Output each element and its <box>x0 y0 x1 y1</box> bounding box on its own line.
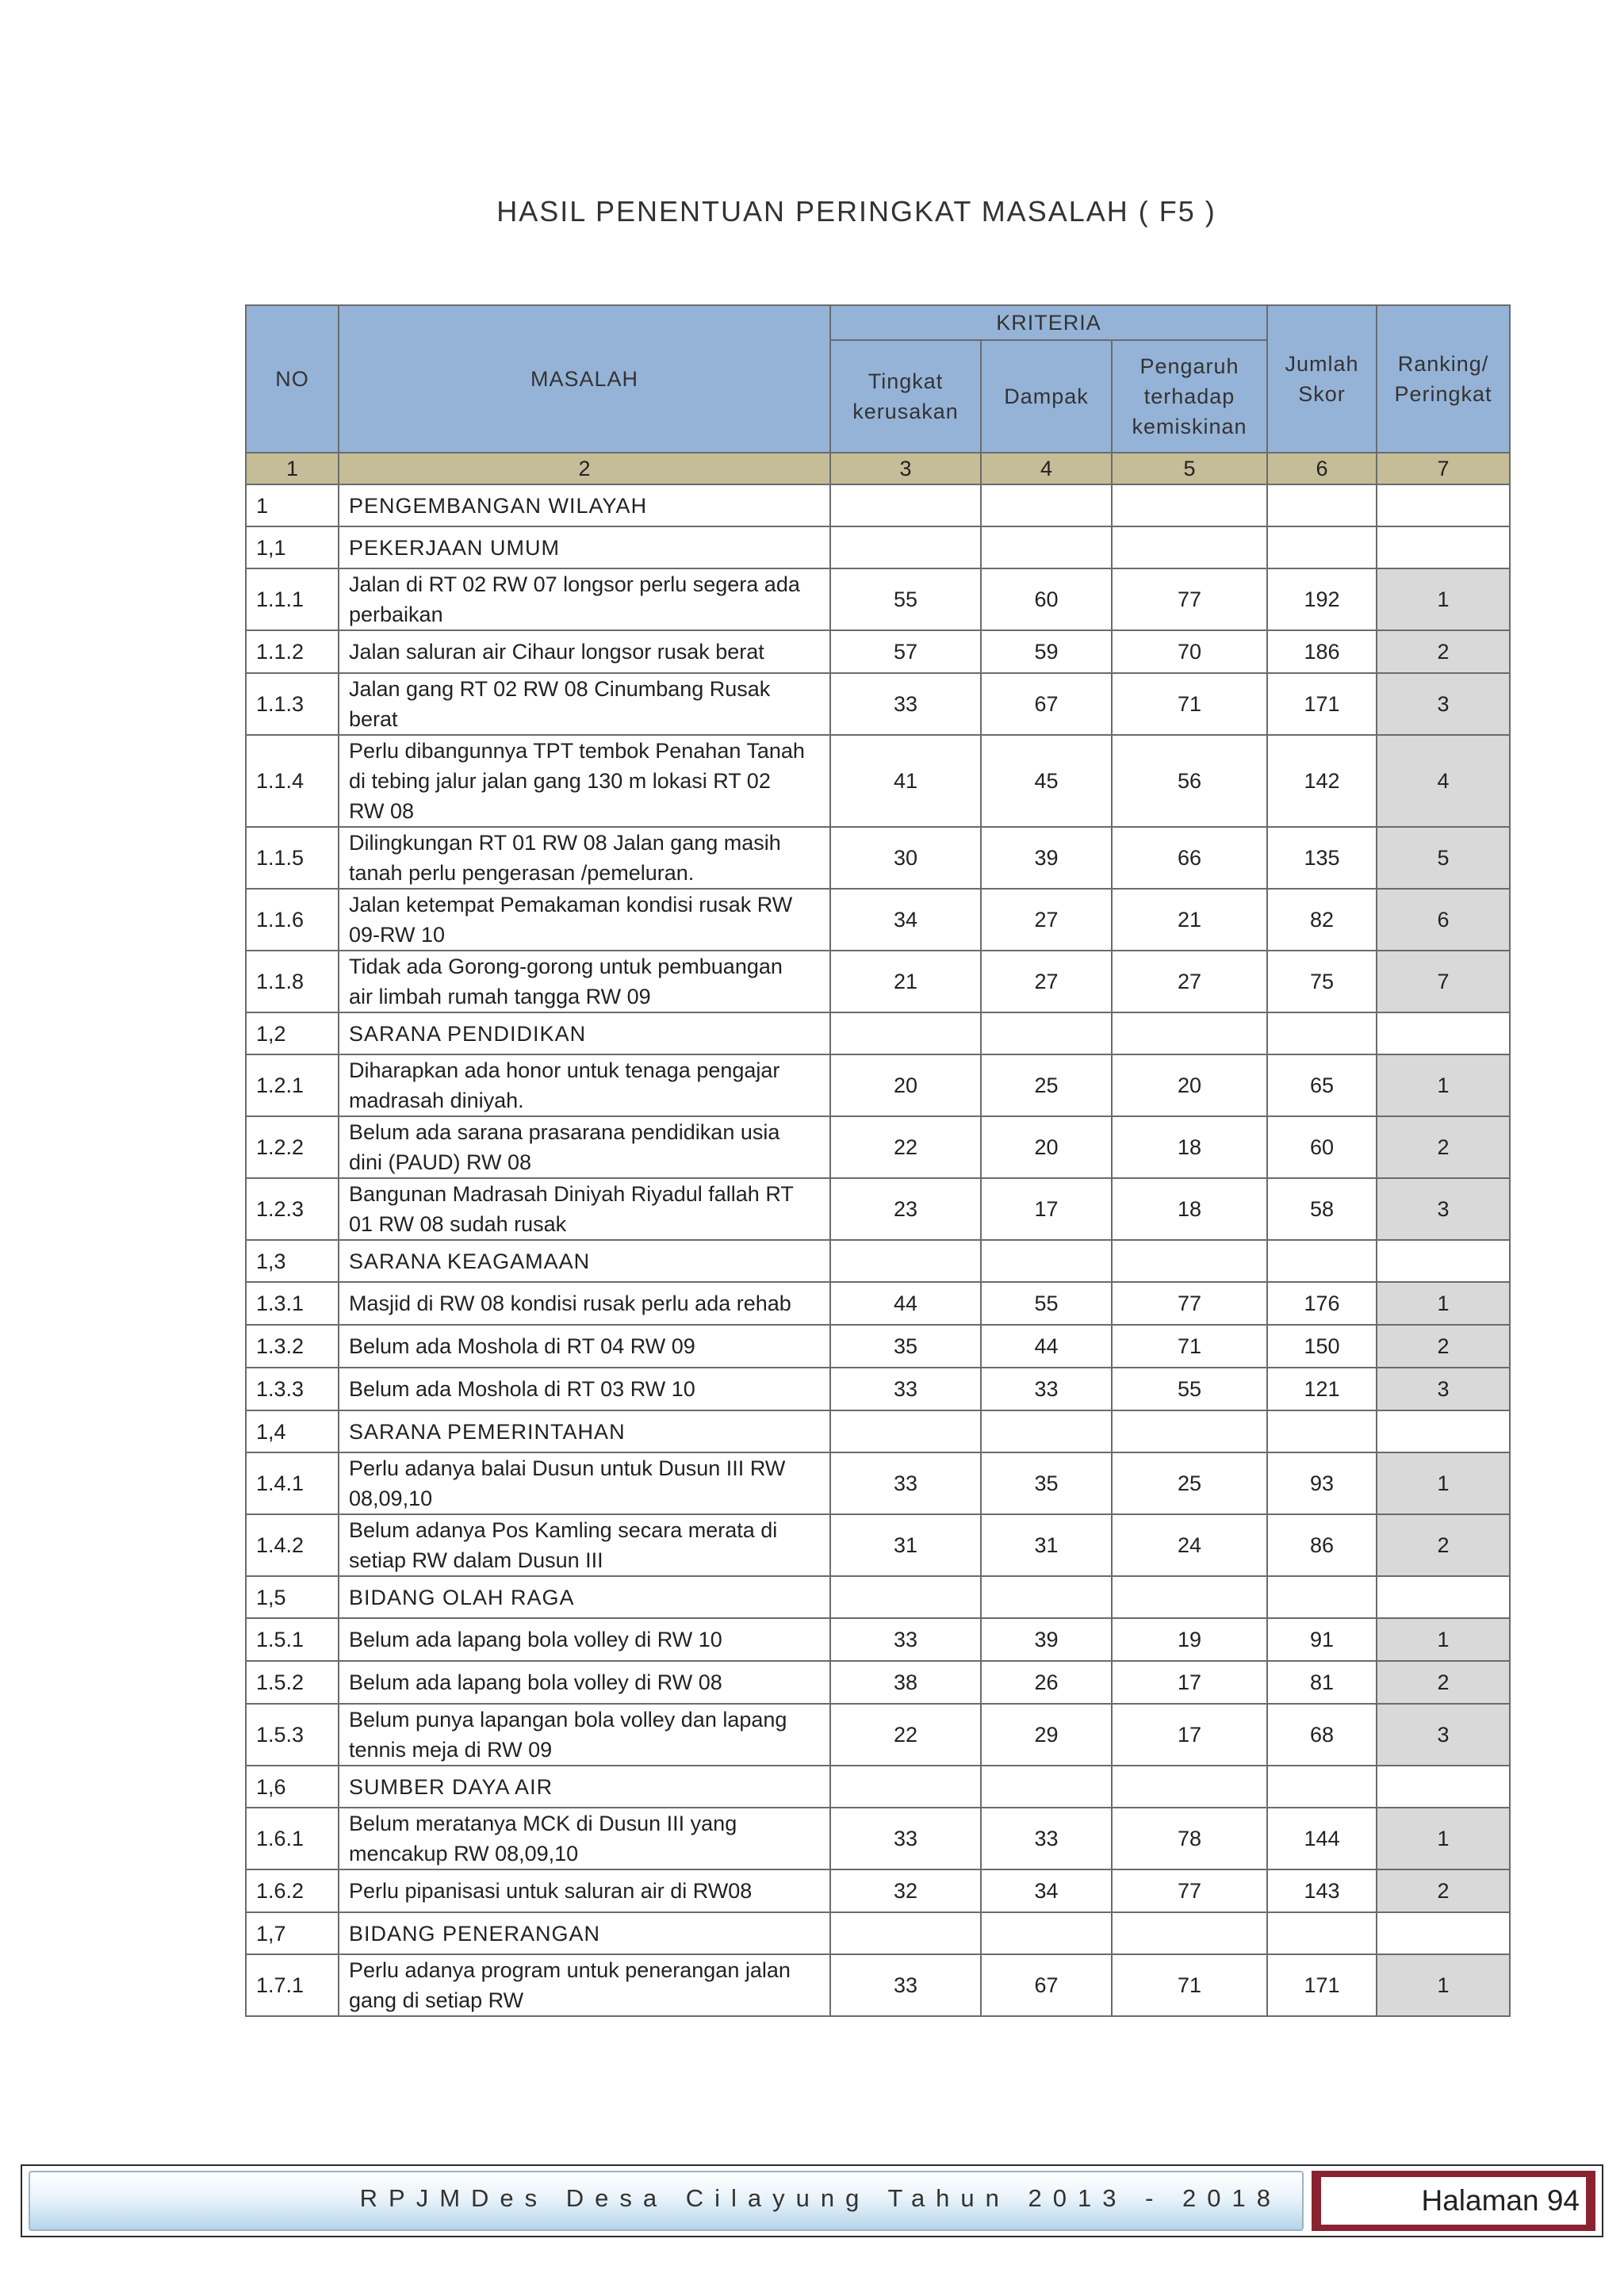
problem-text-line: Bangunan Madrasah Diniyah Riyadul fallah RT <box>349 1182 794 1206</box>
row-number: 1 <box>246 484 339 526</box>
empty-cell <box>830 1766 981 1808</box>
table-body <box>246 484 1510 2016</box>
problem-description <box>339 673 830 735</box>
jumlah-skor-value: 93 <box>1267 1452 1377 1514</box>
table-row <box>246 1954 1510 2016</box>
row-number: 1.5.3 <box>246 1704 339 1766</box>
problem-text-line: 08,09,10 <box>349 1487 433 1510</box>
empty-cell <box>981 1766 1112 1808</box>
row-number: 1,3 <box>246 1240 339 1282</box>
header-ranking-line: Ranking/ <box>1397 352 1489 376</box>
problem-text-line: Belum ada Moshola di RT 03 RW 10 <box>349 1377 695 1401</box>
table-row <box>246 889 1510 951</box>
footer-document-name: RPJMDes Desa Cilayung Tahun 2013 - 2018 <box>359 2184 1281 2212</box>
empty-cell <box>981 1576 1112 1618</box>
row-number: 1.5.2 <box>246 1661 339 1704</box>
dampak-value: 44 <box>981 1325 1112 1368</box>
empty-cell <box>830 1012 981 1054</box>
problem-description <box>339 1704 830 1766</box>
pengaruh-value: 78 <box>1112 1808 1267 1869</box>
ranking-value: 1 <box>1377 1954 1510 2016</box>
pengaruh-value: 66 <box>1112 827 1267 889</box>
row-number: 1.6.2 <box>246 1869 339 1912</box>
problem-text-line: madrasah diniyah. <box>349 1089 524 1112</box>
pengaruh-value: 77 <box>1112 1282 1267 1325</box>
pengaruh-value: 17 <box>1112 1661 1267 1704</box>
jumlah-skor-value: 186 <box>1267 630 1377 673</box>
problem-text-line: Dilingkungan RT 01 RW 08 Jalan gang masih <box>349 831 781 855</box>
pengaruh-value: 17 <box>1112 1704 1267 1766</box>
empty-cell <box>1377 526 1510 568</box>
ranking-value: 2 <box>1377 630 1510 673</box>
problem-text-line: setiap RW dalam Dusun III <box>349 1548 603 1572</box>
section-label: BIDANG OLAH RAGA <box>339 1576 830 1618</box>
jumlah-skor-value: 176 <box>1267 1282 1377 1325</box>
empty-cell <box>1112 1240 1267 1282</box>
row-number: 1,7 <box>246 1912 339 1954</box>
row-number: 1.3.3 <box>246 1368 339 1410</box>
pengaruh-value: 25 <box>1112 1452 1267 1514</box>
row-number: 1.1.5 <box>246 827 339 889</box>
row-number: 1.1.6 <box>246 889 339 951</box>
header-jumlah-skor-line: Jumlah <box>1285 352 1359 376</box>
problem-description <box>339 889 830 951</box>
pengaruh-value: 70 <box>1112 630 1267 673</box>
problem-description <box>339 827 830 889</box>
empty-cell <box>1112 1410 1267 1452</box>
dampak-value: 67 <box>981 1954 1112 2016</box>
tingkat-kerusakan-value: 55 <box>830 568 981 630</box>
section-row <box>246 1012 1510 1054</box>
problem-description <box>339 735 830 827</box>
tingkat-kerusakan-value: 21 <box>830 951 981 1012</box>
empty-cell <box>1267 1912 1377 1954</box>
problem-description <box>339 1368 830 1410</box>
ranking-value: 3 <box>1377 1368 1510 1410</box>
empty-cell <box>1112 1766 1267 1808</box>
dampak-value: 25 <box>981 1054 1112 1116</box>
header-pengaruh-line: terhadap <box>1143 385 1235 408</box>
problem-text-line: berat <box>349 707 398 731</box>
empty-cell <box>830 484 981 526</box>
problem-text-line: Belum punya lapangan bola volley dan lapang <box>349 1708 787 1732</box>
empty-cell <box>830 1410 981 1452</box>
empty-cell <box>1112 1012 1267 1054</box>
problem-text-line: Belum ada Moshola di RT 04 RW 09 <box>349 1334 695 1358</box>
column-number: 3 <box>830 453 981 484</box>
empty-cell <box>1267 1012 1377 1054</box>
header-tingkat-kerusakan <box>830 340 981 453</box>
tingkat-kerusakan-value: 33 <box>830 673 981 735</box>
column-number: 7 <box>1377 453 1510 484</box>
dampak-value: 33 <box>981 1368 1112 1410</box>
problem-text-line: RW 08 <box>349 799 415 823</box>
table-row <box>246 1869 1510 1912</box>
tingkat-kerusakan-value: 33 <box>830 1452 981 1514</box>
jumlah-skor-value: 142 <box>1267 735 1377 827</box>
header-pengaruh <box>1112 340 1267 453</box>
problem-text-line: Perlu dibangunnya TPT tembok Penahan Tanah <box>349 739 805 763</box>
table-row <box>246 1618 1510 1661</box>
dampak-value: 55 <box>981 1282 1112 1325</box>
section-label: PENGEMBANGAN WILAYAH <box>339 484 830 526</box>
table-row <box>246 951 1510 1012</box>
ranking-value: 1 <box>1377 1452 1510 1514</box>
empty-cell <box>830 1912 981 1954</box>
jumlah-skor-value: 171 <box>1267 673 1377 735</box>
section-row <box>246 1410 1510 1452</box>
jumlah-skor-value: 171 <box>1267 1954 1377 2016</box>
problem-text-line: Jalan saluran air Cihaur longsor rusak berat <box>349 640 764 664</box>
empty-cell <box>1267 526 1377 568</box>
pengaruh-value: 55 <box>1112 1368 1267 1410</box>
problem-text-line: 01 RW 08 sudah rusak <box>349 1212 567 1236</box>
jumlah-skor-value: 60 <box>1267 1116 1377 1178</box>
dampak-value: 39 <box>981 1618 1112 1661</box>
tingkat-kerusakan-value: 35 <box>830 1325 981 1368</box>
table-row <box>246 1054 1510 1116</box>
column-number-row <box>246 453 1510 484</box>
section-row <box>246 1912 1510 1954</box>
jumlah-skor-value: 192 <box>1267 568 1377 630</box>
tingkat-kerusakan-value: 44 <box>830 1282 981 1325</box>
row-number: 1.2.2 <box>246 1116 339 1178</box>
jumlah-skor-value: 121 <box>1267 1368 1377 1410</box>
tingkat-kerusakan-value: 33 <box>830 1954 981 2016</box>
pengaruh-value: 71 <box>1112 673 1267 735</box>
pengaruh-value: 27 <box>1112 951 1267 1012</box>
table-row <box>246 630 1510 673</box>
empty-cell <box>1377 1012 1510 1054</box>
pengaruh-value: 77 <box>1112 1869 1267 1912</box>
dampak-value: 26 <box>981 1661 1112 1704</box>
dampak-value: 27 <box>981 951 1112 1012</box>
problem-text-line: Belum ada lapang bola volley di RW 08 <box>349 1670 722 1694</box>
tingkat-kerusakan-value: 22 <box>830 1116 981 1178</box>
row-number: 1.2.3 <box>246 1178 339 1240</box>
section-label: SARANA PENDIDIKAN <box>339 1012 830 1054</box>
problem-description <box>339 1178 830 1240</box>
column-number: 1 <box>246 453 339 484</box>
row-number: 1,5 <box>246 1576 339 1618</box>
problem-description <box>339 1618 830 1661</box>
jumlah-skor-value: 143 <box>1267 1869 1377 1912</box>
jumlah-skor-value: 68 <box>1267 1704 1377 1766</box>
table-row <box>246 1704 1510 1766</box>
problem-description <box>339 1869 830 1912</box>
row-number: 1.3.1 <box>246 1282 339 1325</box>
section-label: SARANA PEMERINTAHAN <box>339 1410 830 1452</box>
empty-cell <box>830 1240 981 1282</box>
problem-text-line: dini (PAUD) RW 08 <box>349 1150 532 1174</box>
empty-cell <box>1377 1766 1510 1808</box>
problem-description <box>339 1661 830 1704</box>
problem-description <box>339 1282 830 1325</box>
row-number: 1.1.1 <box>246 568 339 630</box>
problem-text-line: air limbah rumah tangga RW 09 <box>349 985 651 1008</box>
empty-cell <box>1112 1576 1267 1618</box>
empty-cell <box>1377 1576 1510 1618</box>
empty-cell <box>981 1410 1112 1452</box>
problem-description <box>339 1452 830 1514</box>
dampak-value: 33 <box>981 1808 1112 1869</box>
tingkat-kerusakan-value: 30 <box>830 827 981 889</box>
page-number-box <box>1312 2171 1595 2231</box>
problem-text-line: Belum ada sarana prasarana pendidikan usia <box>349 1120 780 1144</box>
ranking-value: 3 <box>1377 673 1510 735</box>
section-label: PEKERJAAN UMUM <box>339 526 830 568</box>
ranking-value: 1 <box>1377 1808 1510 1869</box>
table-row <box>246 1282 1510 1325</box>
problem-description <box>339 1054 830 1116</box>
problem-text-line: Belum ada lapang bola volley di RW 10 <box>349 1628 722 1651</box>
empty-cell <box>1112 1912 1267 1954</box>
problem-text-line: Jalan ketempat Pemakaman kondisi rusak RW <box>349 893 793 916</box>
empty-cell <box>1377 484 1510 526</box>
dampak-value: 67 <box>981 673 1112 735</box>
problem-text-line: Belum meratanya MCK di Dusun III yang <box>349 1812 737 1835</box>
jumlah-skor-value: 75 <box>1267 951 1377 1012</box>
table-row <box>246 1452 1510 1514</box>
problem-text-line: Jalan gang RT 02 RW 08 Cinumbang Rusak <box>349 677 771 701</box>
pengaruh-value: 19 <box>1112 1618 1267 1661</box>
empty-cell <box>1267 1576 1377 1618</box>
jumlah-skor-value: 135 <box>1267 827 1377 889</box>
dampak-value: 39 <box>981 827 1112 889</box>
jumlah-skor-value: 144 <box>1267 1808 1377 1869</box>
row-number: 1.1.3 <box>246 673 339 735</box>
section-row <box>246 484 1510 526</box>
dampak-value: 35 <box>981 1452 1112 1514</box>
row-number: 1.4.2 <box>246 1514 339 1576</box>
problem-text-line: 09-RW 10 <box>349 923 446 947</box>
section-label: SARANA KEAGAMAAN <box>339 1240 830 1282</box>
ranking-value: 6 <box>1377 889 1510 951</box>
problem-text-line: tennis meja di RW 09 <box>349 1738 553 1762</box>
row-number: 1.4.1 <box>246 1452 339 1514</box>
tingkat-kerusakan-value: 33 <box>830 1368 981 1410</box>
section-label: SUMBER DAYA AIR <box>339 1766 830 1808</box>
row-number: 1.3.2 <box>246 1325 339 1368</box>
ranking-value: 4 <box>1377 735 1510 827</box>
column-number: 2 <box>339 453 830 484</box>
empty-cell <box>1267 1240 1377 1282</box>
pengaruh-value: 71 <box>1112 1954 1267 2016</box>
jumlah-skor-value: 65 <box>1267 1054 1377 1116</box>
problem-description <box>339 1325 830 1368</box>
pengaruh-value: 56 <box>1112 735 1267 827</box>
table-row <box>246 1325 1510 1368</box>
table-row <box>246 1116 1510 1178</box>
ranking-value: 1 <box>1377 1618 1510 1661</box>
row-number: 1,1 <box>246 526 339 568</box>
empty-cell <box>981 1912 1112 1954</box>
column-number: 4 <box>981 453 1112 484</box>
problem-description <box>339 630 830 673</box>
jumlah-skor-value: 150 <box>1267 1325 1377 1368</box>
empty-cell <box>981 1012 1112 1054</box>
problem-text-line: di tebing jalur jalan gang 130 m lokasi RT 02 <box>349 769 771 793</box>
problem-text-line: gang di setiap RW <box>349 1988 524 2012</box>
column-number: 6 <box>1267 453 1377 484</box>
table-row <box>246 568 1510 630</box>
pengaruh-value: 77 <box>1112 568 1267 630</box>
tingkat-kerusakan-value: 22 <box>830 1704 981 1766</box>
dampak-value: 60 <box>981 568 1112 630</box>
dampak-value: 27 <box>981 889 1112 951</box>
table-row <box>246 1368 1510 1410</box>
problem-description <box>339 1808 830 1869</box>
dampak-value: 29 <box>981 1704 1112 1766</box>
problem-text-line: tanah perlu pengerasan /pemeluran. <box>349 861 695 885</box>
empty-cell <box>1112 484 1267 526</box>
dampak-value: 31 <box>981 1514 1112 1576</box>
empty-cell <box>1267 1410 1377 1452</box>
row-number: 1.2.1 <box>246 1054 339 1116</box>
header-jumlah-skor-line: Skor <box>1298 382 1346 406</box>
ranking-value: 3 <box>1377 1704 1510 1766</box>
ranking-value: 2 <box>1377 1116 1510 1178</box>
problem-text-line: perbaikan <box>349 603 443 626</box>
row-number: 1,4 <box>246 1410 339 1452</box>
tingkat-kerusakan-value: 57 <box>830 630 981 673</box>
jumlah-skor-value: 82 <box>1267 889 1377 951</box>
row-number: 1.7.1 <box>246 1954 339 2016</box>
dampak-value: 17 <box>981 1178 1112 1240</box>
ranking-value: 3 <box>1377 1178 1510 1240</box>
ranking-value: 5 <box>1377 827 1510 889</box>
jumlah-skor-value: 58 <box>1267 1178 1377 1240</box>
dampak-value: 34 <box>981 1869 1112 1912</box>
ranking-value: 2 <box>1377 1661 1510 1704</box>
header-ranking <box>1377 305 1510 453</box>
problem-description <box>339 1514 830 1576</box>
pengaruh-value: 71 <box>1112 1325 1267 1368</box>
ranking-value: 2 <box>1377 1514 1510 1576</box>
ranking-value: 1 <box>1377 568 1510 630</box>
tingkat-kerusakan-value: 38 <box>830 1661 981 1704</box>
table-row <box>246 1808 1510 1869</box>
empty-cell <box>1377 1912 1510 1954</box>
row-number: 1,2 <box>246 1012 339 1054</box>
section-row <box>246 526 1510 568</box>
tingkat-kerusakan-value: 20 <box>830 1054 981 1116</box>
table-row <box>246 827 1510 889</box>
tingkat-kerusakan-value: 23 <box>830 1178 981 1240</box>
header-jumlah-skor <box>1267 305 1377 453</box>
section-row <box>246 1576 1510 1618</box>
problem-text-line: Diharapkan ada honor untuk tenaga pengajar <box>349 1058 780 1082</box>
tingkat-kerusakan-value: 33 <box>830 1808 981 1869</box>
empty-cell <box>981 484 1112 526</box>
dampak-value: 45 <box>981 735 1112 827</box>
table-row <box>246 1661 1510 1704</box>
dampak-value: 20 <box>981 1116 1112 1178</box>
empty-cell <box>981 1240 1112 1282</box>
empty-cell <box>1267 1766 1377 1808</box>
empty-cell <box>1267 484 1377 526</box>
problem-text-line: Masjid di RW 08 kondisi rusak perlu ada rehab <box>349 1292 791 1315</box>
header-tingkat-line: kerusakan <box>852 400 959 423</box>
empty-cell <box>1377 1410 1510 1452</box>
header-tingkat-line: Tingkat <box>868 369 944 393</box>
header-dampak: Dampak <box>981 340 1112 453</box>
table-row <box>246 735 1510 827</box>
tingkat-kerusakan-value: 33 <box>830 1618 981 1661</box>
ranking-value: 2 <box>1377 1325 1510 1368</box>
problem-ranking-table <box>245 304 1511 2017</box>
row-number: 1,6 <box>246 1766 339 1808</box>
header-ranking-line: Peringkat <box>1394 382 1492 406</box>
table-row <box>246 673 1510 735</box>
jumlah-skor-value: 91 <box>1267 1618 1377 1661</box>
problem-description <box>339 1116 830 1178</box>
empty-cell <box>1377 1240 1510 1282</box>
pengaruh-value: 18 <box>1112 1116 1267 1178</box>
problem-description <box>339 951 830 1012</box>
row-number: 1.6.1 <box>246 1808 339 1869</box>
section-row <box>246 1240 1510 1282</box>
empty-cell <box>1112 526 1267 568</box>
table-row <box>246 1178 1510 1240</box>
ranking-value: 2 <box>1377 1869 1510 1912</box>
page-number: Halaman 94 <box>1321 2177 1586 2225</box>
problem-text-line: Jalan di RT 02 RW 07 longsor perlu segera ada <box>349 572 800 596</box>
jumlah-skor-value: 86 <box>1267 1514 1377 1576</box>
empty-cell <box>981 526 1112 568</box>
row-number: 1.1.2 <box>246 630 339 673</box>
header-no: NO <box>246 305 339 453</box>
tingkat-kerusakan-value: 31 <box>830 1514 981 1576</box>
ranking-value: 1 <box>1377 1282 1510 1325</box>
problem-text-line: Belum adanya Pos Kamling secara merata di <box>349 1518 778 1542</box>
pengaruh-value: 20 <box>1112 1054 1267 1116</box>
row-number: 1.1.8 <box>246 951 339 1012</box>
problem-text-line: Perlu adanya program untuk penerangan jalan <box>349 1958 791 1982</box>
pengaruh-value: 24 <box>1112 1514 1267 1576</box>
empty-cell <box>830 1576 981 1618</box>
header-pengaruh-line: kemiskinan <box>1132 415 1247 438</box>
empty-cell <box>830 526 981 568</box>
problem-description <box>339 1954 830 2016</box>
ranking-value: 7 <box>1377 951 1510 1012</box>
table-row <box>246 1514 1510 1576</box>
pengaruh-value: 21 <box>1112 889 1267 951</box>
jumlah-skor-value: 81 <box>1267 1661 1377 1704</box>
section-row <box>246 1766 1510 1808</box>
row-number: 1.5.1 <box>246 1618 339 1661</box>
ranking-value: 1 <box>1377 1054 1510 1116</box>
tingkat-kerusakan-value: 34 <box>830 889 981 951</box>
problem-text-line: Perlu adanya balai Dusun untuk Dusun III RW <box>349 1456 786 1480</box>
tingkat-kerusakan-value: 41 <box>830 735 981 827</box>
dampak-value: 59 <box>981 630 1112 673</box>
problem-text-line: Tidak ada Gorong-gorong untuk pembuangan <box>349 955 783 978</box>
row-number: 1.1.4 <box>246 735 339 827</box>
problem-description <box>339 568 830 630</box>
header-masalah: MASALAH <box>339 305 830 453</box>
section-label: BIDANG PENERANGAN <box>339 1912 830 1954</box>
header-pengaruh-line: Pengaruh <box>1139 354 1239 378</box>
column-number: 5 <box>1112 453 1267 484</box>
header-kriteria: KRITERIA <box>830 305 1267 340</box>
problem-text-line: Perlu pipanisasi untuk saluran air di RW08 <box>349 1879 753 1903</box>
problem-text-line: mencakup RW 08,09,10 <box>349 1842 579 1866</box>
page-title: HASIL PENENTUAN PERINGKAT MASALAH ( F5 ) <box>496 195 1216 228</box>
pengaruh-value: 18 <box>1112 1178 1267 1240</box>
tingkat-kerusakan-value: 32 <box>830 1869 981 1912</box>
